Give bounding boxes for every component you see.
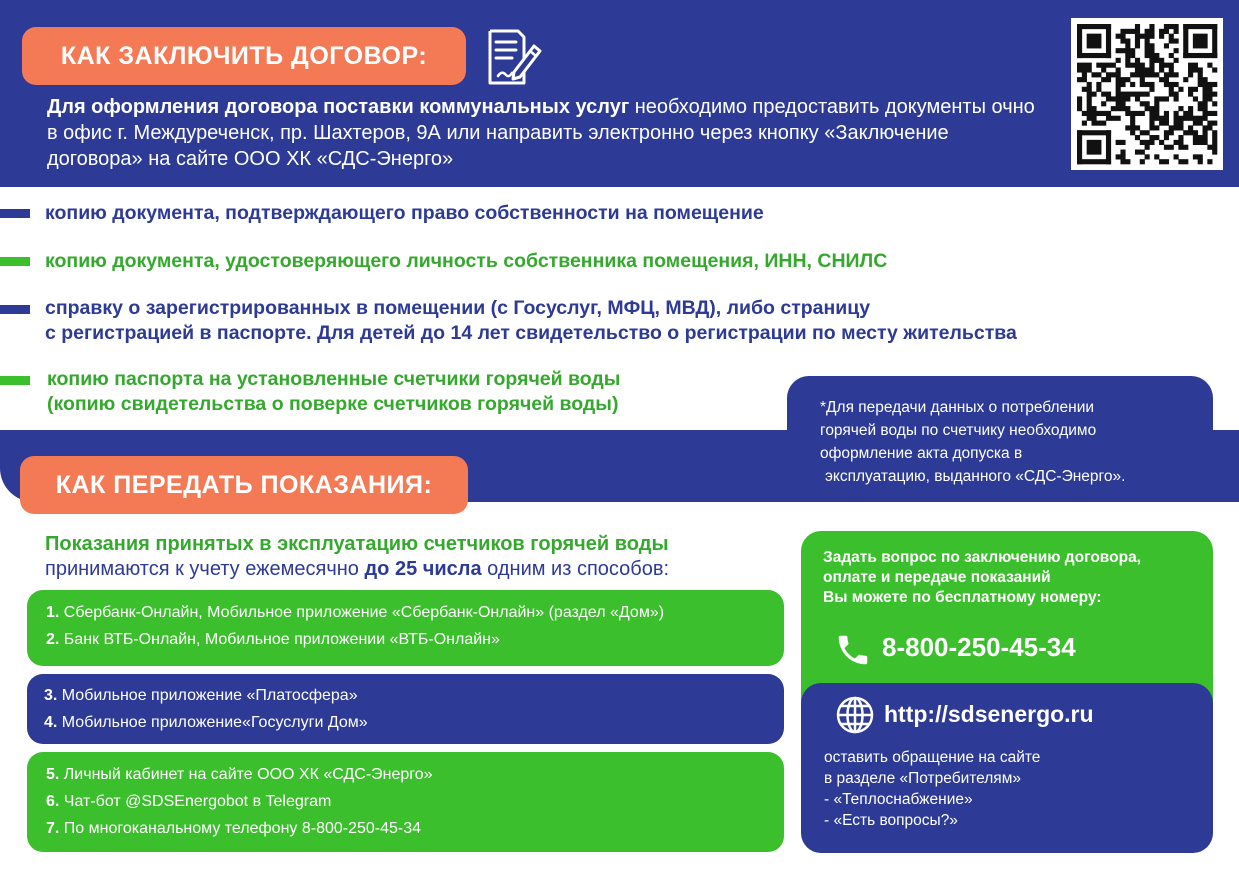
method-item: 6. Чат-бот @SDSEnergobot в Telegram <box>46 793 332 810</box>
method-item: 5. Личный кабинет на сайте ООО ХК «СДС-Энерго» <box>46 766 433 783</box>
document-item-3: справку о зарегистрированных в помещении (с Госуслуг, МФЦ, МВД), либо страницу с регистрацией в паспорте. Для детей до 14 лет свидетельство о регистрации по месту жительства <box>45 297 1017 344</box>
methods-group-1 <box>27 590 784 666</box>
bullet-bar <box>0 257 30 266</box>
document-item-2: копию документа, удостоверяющего личность собственника помещения, ИНН, СНИЛС <box>45 250 888 272</box>
methods-group-2 <box>27 674 784 744</box>
methods-group-3 <box>27 752 784 852</box>
readings-title: КАК ПЕРЕДАТЬ ПОКАЗАНИЯ: <box>20 456 468 514</box>
readings-lead: Показания принятых в эксплуатацию счетчиков горячей воды принимаются к учету ежемесячно до 25 числа одним из способов: <box>45 533 670 580</box>
method-item: 3. Мобильное приложение «Платосфера» <box>44 687 358 704</box>
bullet-bar <box>0 305 30 314</box>
website-link[interactable]: http://sdsenergo.ru <box>884 701 1094 727</box>
bullet-bar <box>0 376 30 385</box>
contract-intro: Для оформления договора поставки коммунальных услуг необходимо предоставить документы очно в офис г. Междуреченск, пр. Шахтеров, 9А или направить электронно через кнопку «Заключение договора» на сайте ООО ХК «СДС-Энерго» <box>47 96 1035 170</box>
hot-water-note: *Для передачи данных о потреблении горячей воды по счетчику необходимо оформление акта допуска в эксплуатацию, выданного «СДС-Энерго». <box>820 399 1126 485</box>
qr-code <box>1071 18 1223 170</box>
website-instructions: оставить обращение на сайте в разделе «Потребителям» - «Теплоснабжение» - «Есть вопросы?» <box>824 749 1041 829</box>
document-item-1: копию документа, подтверждающего право собственности на помещение <box>45 202 764 224</box>
hotline-phone[interactable]: 8-800-250-45-34 <box>882 632 1076 662</box>
phone-icon <box>834 630 872 670</box>
method-item: 7. По многоканальному телефону 8-800-250-45-34 <box>46 820 422 837</box>
document-pen-icon <box>484 28 542 86</box>
method-item: 4. Мобильное приложение«Госуслуги Дом» <box>44 714 368 731</box>
contract-title: КАК ЗАКЛЮЧИТЬ ДОГОВОР: <box>22 27 466 85</box>
document-item-4: копию паспорта на установленные счетчики горячей воды (копию свидетельства о поверке счетчиков горячей воды) <box>47 368 621 415</box>
globe-icon <box>835 695 875 735</box>
method-item: 1. Сбербанк-Онлайн, Мобильное приложение «Сбербанк-Онлайн» (раздел «Дом») <box>46 604 665 621</box>
bullet-bar <box>0 209 30 218</box>
method-item: 2. Банк ВТБ-Онлайн, Мобильное приложении «ВТБ-Онлайн» <box>46 631 500 648</box>
hotline-text: Задать вопрос по заключению договора, оплате и передаче показаний Вы можете по бесплатному номеру: <box>823 549 1141 606</box>
